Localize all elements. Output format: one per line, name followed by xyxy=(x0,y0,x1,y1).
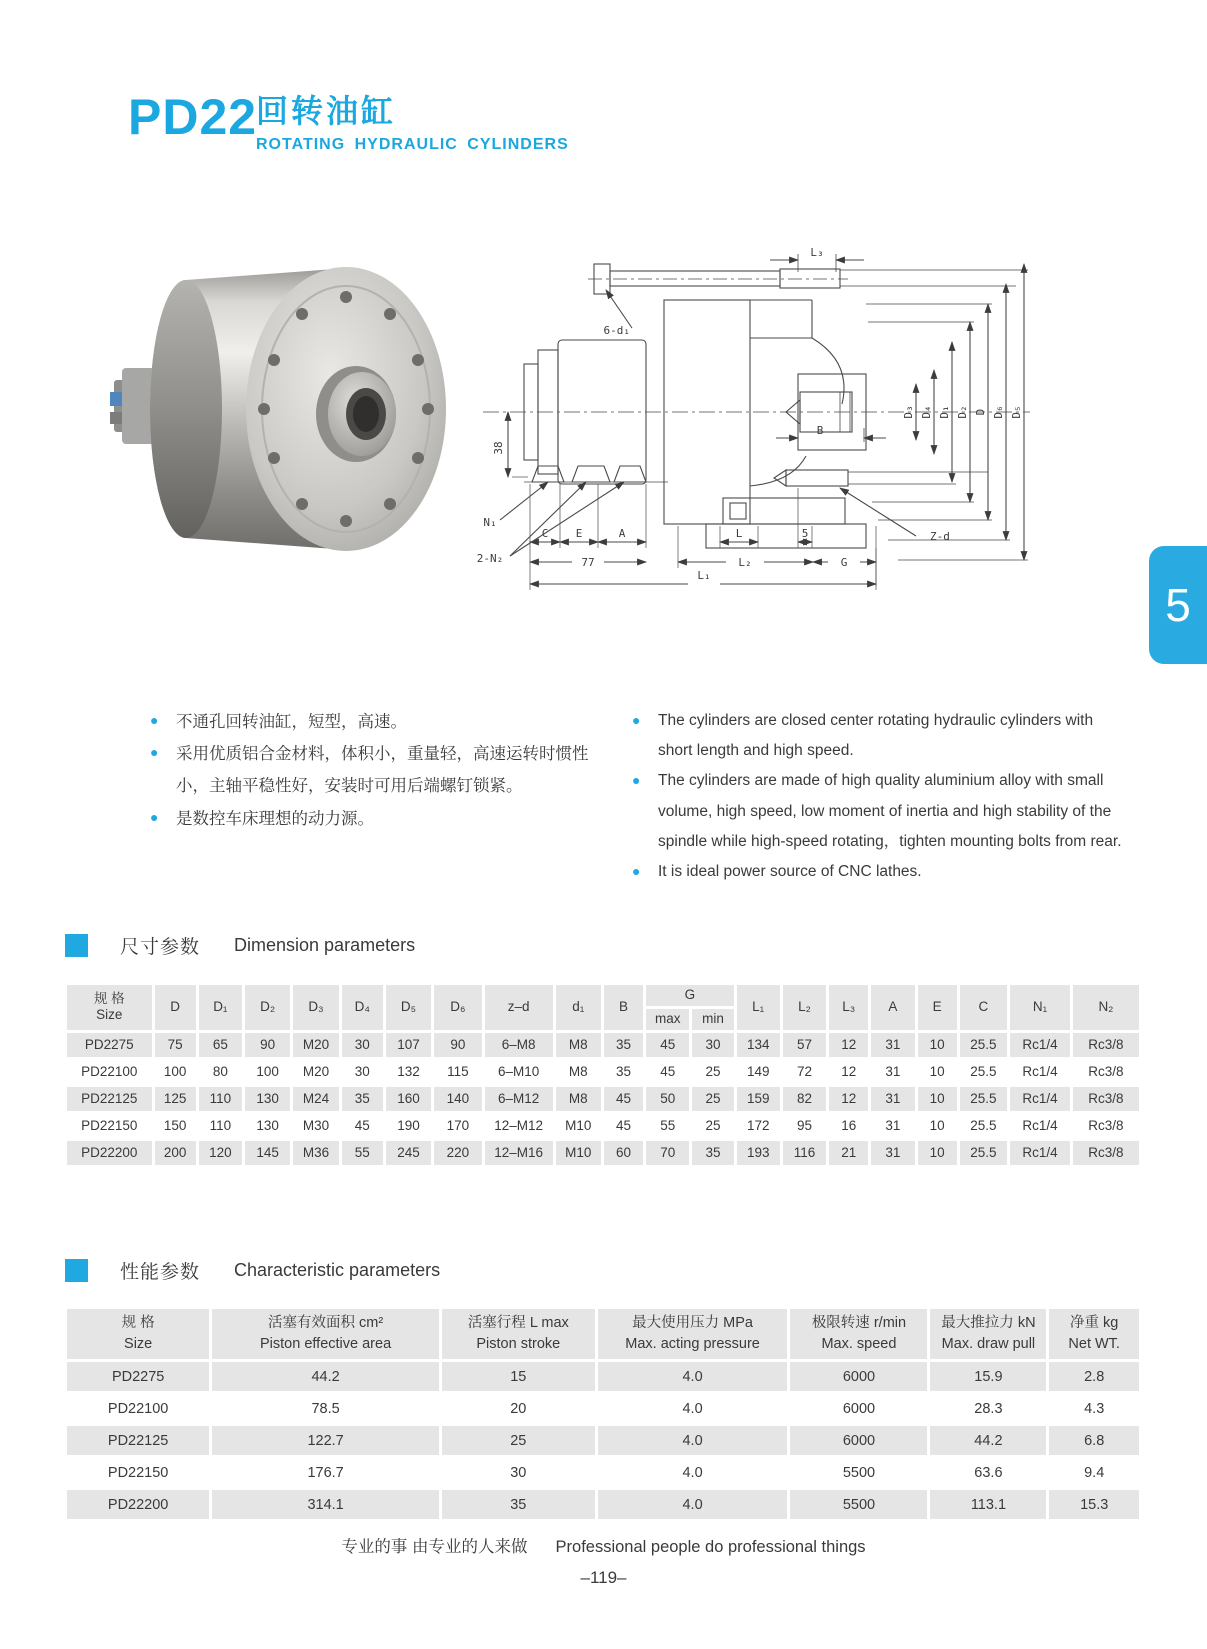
table-cell: PD22125 xyxy=(67,1426,209,1455)
table-cell: 132 xyxy=(386,1060,431,1084)
table-cell: 25 xyxy=(692,1114,733,1138)
column-header: z–d xyxy=(485,985,553,1030)
column-header: D₆ xyxy=(434,985,481,1030)
table-cell: 6–M8 xyxy=(485,1033,553,1057)
chapter-tab: 5 xyxy=(1149,546,1207,664)
dim-label-6d1: 6-d₁ xyxy=(603,324,630,337)
dim-label-l1: L₁ xyxy=(697,569,711,582)
table-cell: Rc1/4 xyxy=(1010,1033,1070,1057)
table-cell: M8 xyxy=(556,1087,601,1111)
dim-label-g: G xyxy=(840,556,848,569)
table-cell: M8 xyxy=(556,1033,601,1057)
table-cell: 57 xyxy=(783,1033,826,1057)
table-cell: 90 xyxy=(434,1033,481,1057)
dim-label-n2: 2-N₂ xyxy=(476,552,504,565)
column-header-gmin: min xyxy=(692,1009,733,1030)
bullet-dot-icon: ● xyxy=(632,863,641,880)
table-cell: M20 xyxy=(293,1033,338,1057)
dimension-table xyxy=(64,982,1142,1168)
dim-label-D3: D₃ xyxy=(902,405,915,419)
table-row xyxy=(67,1033,1139,1057)
table-cell: M24 xyxy=(293,1087,338,1111)
feature-list-en xyxy=(632,706,1126,887)
table-row xyxy=(67,1141,1139,1165)
table-row xyxy=(67,1060,1139,1084)
page-title xyxy=(256,86,569,154)
table-cell: 15.9 xyxy=(930,1362,1046,1391)
table-cell: 25.5 xyxy=(960,1114,1007,1138)
feature-item: ● 采用优质铝合金材料，体积小，重量轻，高速运转时惯性小，主轴平稳性好，安装时可用后端螺钉锁紧。 xyxy=(150,738,612,802)
table-cell: 35 xyxy=(342,1087,383,1111)
table-cell: 10 xyxy=(918,1141,957,1165)
table-cell: 140 xyxy=(434,1087,481,1111)
table-cell: 65 xyxy=(199,1033,242,1057)
table-cell: 31 xyxy=(871,1114,914,1138)
table-row xyxy=(67,1394,1139,1423)
table-cell: 10 xyxy=(918,1087,957,1111)
table-cell: 45 xyxy=(342,1114,383,1138)
table-cell: PD22100 xyxy=(67,1394,209,1423)
table-cell: 16 xyxy=(829,1114,868,1138)
dim-label-D4: D₄ xyxy=(920,405,933,419)
column-header: D₁ xyxy=(199,985,242,1030)
technical-drawing xyxy=(468,242,1068,634)
table-cell: 10 xyxy=(918,1033,957,1057)
table-cell: M10 xyxy=(556,1141,601,1165)
dim-label-l2: L₂ xyxy=(738,556,752,569)
feature-list-cn xyxy=(150,706,612,835)
table-cell: 4.0 xyxy=(598,1362,788,1391)
table-cell: 130 xyxy=(245,1087,290,1111)
bullet-dot-icon: ● xyxy=(150,808,159,825)
table-cell: 45 xyxy=(604,1114,643,1138)
table-cell: 75 xyxy=(155,1033,196,1057)
dimension-section-title: 尺寸参数 Dimension parameters xyxy=(65,932,415,959)
table-cell: 30 xyxy=(342,1060,383,1084)
column-header: D₅ xyxy=(386,985,431,1030)
table-cell: 149 xyxy=(737,1060,780,1084)
table-cell: M10 xyxy=(556,1114,601,1138)
footer-slogan: 专业的事 由专业的人来做 Professional people do professional things xyxy=(341,1538,866,1556)
table-cell: Rc1/4 xyxy=(1010,1087,1070,1111)
table-cell: 95 xyxy=(783,1114,826,1138)
table-cell: 4.0 xyxy=(598,1394,788,1423)
table-cell: 25 xyxy=(692,1087,733,1111)
column-header-size: 规 格 Size xyxy=(67,985,152,1030)
table-cell: 63.6 xyxy=(930,1458,1046,1487)
product-model: PD22 xyxy=(128,89,258,145)
bullet-dot-icon: ● xyxy=(632,772,641,789)
table-cell: 4.0 xyxy=(598,1426,788,1455)
table-cell: 4.0 xyxy=(598,1458,788,1487)
table-cell: Rc1/4 xyxy=(1010,1060,1070,1084)
column-header: 净重 kg Net WT. xyxy=(1049,1309,1139,1359)
table-cell: 72 xyxy=(783,1060,826,1084)
table-cell: PD2275 xyxy=(67,1362,209,1391)
table-cell: 160 xyxy=(386,1087,431,1111)
table-cell: 25.5 xyxy=(960,1033,1007,1057)
column-header: A xyxy=(871,985,914,1030)
table-cell: 30 xyxy=(442,1458,595,1487)
table-row xyxy=(67,1362,1139,1391)
table-cell: 113.1 xyxy=(930,1490,1046,1519)
characteristic-table xyxy=(64,1306,1142,1522)
dim-label-D1: D₁ xyxy=(938,405,951,419)
table-cell: 115 xyxy=(434,1060,481,1084)
feature-item: ● 不通孔回转油缸，短型，高速。 xyxy=(150,706,612,738)
table-cell: 30 xyxy=(692,1033,733,1057)
dim-label-D5: D₅ xyxy=(1010,405,1023,419)
table-cell: 25.5 xyxy=(960,1087,1007,1111)
column-header-gmax: max xyxy=(646,1009,689,1030)
table-cell: PD22150 xyxy=(67,1458,209,1487)
table-cell: 172 xyxy=(737,1114,780,1138)
table-cell: 107 xyxy=(386,1033,431,1057)
column-header: N₂ xyxy=(1073,985,1139,1030)
column-header: E xyxy=(918,985,957,1030)
dim-label-e: E xyxy=(575,527,583,540)
table-cell: 10 xyxy=(918,1114,957,1138)
dim-label-b: B xyxy=(816,424,824,437)
dim-label-77: 77 xyxy=(581,556,595,569)
table-cell: 159 xyxy=(737,1087,780,1111)
column-header: d₁ xyxy=(556,985,601,1030)
table-cell: 31 xyxy=(871,1087,914,1111)
column-header: 极限转速 r/min Max. speed xyxy=(790,1309,927,1359)
table-cell: 12–M12 xyxy=(485,1114,553,1138)
table-cell: PD22150 xyxy=(67,1114,152,1138)
table-cell: 120 xyxy=(199,1141,242,1165)
table-cell: 193 xyxy=(737,1141,780,1165)
table-cell: 78.5 xyxy=(212,1394,439,1423)
table-cell: 80 xyxy=(199,1060,242,1084)
table-cell: 44.2 xyxy=(930,1426,1046,1455)
table-cell: 12 xyxy=(829,1033,868,1057)
feature-item: ● 是数控车床理想的动力源。 xyxy=(150,803,612,835)
table-cell: 100 xyxy=(245,1060,290,1084)
table-cell: Rc3/8 xyxy=(1073,1087,1139,1111)
table-cell: 245 xyxy=(386,1141,431,1165)
feature-item: ● The cylinders are made of high quality aluminium alloy with small volume, high speed, low moment of inertia and high stability of the spindle while high-speed rotating，tighten mounting bolts from rear. xyxy=(632,766,1126,857)
table-cell: 25.5 xyxy=(960,1141,1007,1165)
dim-label-c: C xyxy=(541,527,549,540)
table-cell: 82 xyxy=(783,1087,826,1111)
column-header: 规 格 Size xyxy=(67,1309,209,1359)
feature-item: ● The cylinders are closed center rotating hydraulic cylinders with short length and high speed. xyxy=(632,706,1126,766)
title-chinese: 回转油缸 xyxy=(256,93,397,129)
table-cell: 30 xyxy=(342,1033,383,1057)
table-cell: 5500 xyxy=(790,1490,927,1519)
dim-label-l3: L₃ xyxy=(810,246,824,259)
table-cell: 55 xyxy=(646,1114,689,1138)
table-cell: 2.8 xyxy=(1049,1362,1139,1391)
table-cell: 6000 xyxy=(790,1362,927,1391)
column-header: L₁ xyxy=(737,985,780,1030)
table-cell: 6–M10 xyxy=(485,1060,553,1084)
table-cell: PD22100 xyxy=(67,1060,152,1084)
table-cell: 50 xyxy=(646,1087,689,1111)
table-cell: 10 xyxy=(918,1060,957,1084)
characteristic-section-title: 性能参数 Characteristic parameters xyxy=(65,1257,440,1284)
table-cell: M36 xyxy=(293,1141,338,1165)
table-row xyxy=(67,1426,1139,1455)
column-header: N₁ xyxy=(1010,985,1070,1030)
table-cell: 90 xyxy=(245,1033,290,1057)
column-header: D₄ xyxy=(342,985,383,1030)
table-cell: M30 xyxy=(293,1114,338,1138)
table-row xyxy=(67,1087,1139,1111)
table-cell: 35 xyxy=(604,1033,643,1057)
table-cell: M20 xyxy=(293,1060,338,1084)
table-cell: 31 xyxy=(871,1033,914,1057)
table-cell: 60 xyxy=(604,1141,643,1165)
table-cell: 134 xyxy=(737,1033,780,1057)
table-cell: 145 xyxy=(245,1141,290,1165)
page-number: –119– xyxy=(580,1568,627,1587)
table-cell: 28.3 xyxy=(930,1394,1046,1423)
table-cell: 21 xyxy=(829,1141,868,1165)
dim-label-D: D xyxy=(974,408,987,416)
title-english: ROTATING HYDRAULIC CYLINDERS xyxy=(256,136,569,153)
dim-label-l: L xyxy=(735,527,743,540)
table-cell: 200 xyxy=(155,1141,196,1165)
table-cell: 45 xyxy=(604,1087,643,1111)
table-cell: 6000 xyxy=(790,1426,927,1455)
table-cell: 45 xyxy=(646,1060,689,1084)
table-cell: 125 xyxy=(155,1087,196,1111)
dim-label-zd: Z-d xyxy=(930,530,950,543)
column-header: 最大使用压力 MPa Max. acting pressure xyxy=(598,1309,788,1359)
dim-label-D2: D₂ xyxy=(956,405,969,419)
table-cell: 45 xyxy=(646,1033,689,1057)
column-header: L₂ xyxy=(783,985,826,1030)
table-cell: 6.8 xyxy=(1049,1426,1139,1455)
table-cell: M8 xyxy=(556,1060,601,1084)
table-cell: 176.7 xyxy=(212,1458,439,1487)
table-cell: PD22125 xyxy=(67,1087,152,1111)
table-cell: Rc1/4 xyxy=(1010,1114,1070,1138)
table-cell: 190 xyxy=(386,1114,431,1138)
table-cell: Rc3/8 xyxy=(1073,1141,1139,1165)
column-header: D xyxy=(155,985,196,1030)
table-cell: 12–M16 xyxy=(485,1141,553,1165)
table-row xyxy=(67,1490,1139,1519)
table-cell: 130 xyxy=(245,1114,290,1138)
feature-item: ● It is ideal power source of CNC lathes. xyxy=(632,857,1126,887)
table-cell: 100 xyxy=(155,1060,196,1084)
table-row xyxy=(67,1114,1139,1138)
table-cell: 44.2 xyxy=(212,1362,439,1391)
table-cell: 31 xyxy=(871,1060,914,1084)
column-header: L₃ xyxy=(829,985,868,1030)
column-header: C xyxy=(960,985,1007,1030)
table-cell: 4.3 xyxy=(1049,1394,1139,1423)
bullet-dot-icon: ● xyxy=(150,712,159,728)
product-photo xyxy=(98,242,448,577)
table-cell: 4.0 xyxy=(598,1490,788,1519)
table-cell: 35 xyxy=(442,1490,595,1519)
column-header: 最大推拉力 kN Max. draw pull xyxy=(930,1309,1046,1359)
section-square-icon xyxy=(65,934,88,957)
table-cell: 150 xyxy=(155,1114,196,1138)
column-header: 活塞行程 L max Piston stroke xyxy=(442,1309,595,1359)
table-cell: 5500 xyxy=(790,1458,927,1487)
dim-label-5: 5 xyxy=(801,527,809,540)
dim-label-D6: D₆ xyxy=(992,405,1005,419)
table-cell: 9.4 xyxy=(1049,1458,1139,1487)
dim-label-n1: N₁ xyxy=(483,516,497,529)
column-header: 活塞有效面积 cm² Piston effective area xyxy=(212,1309,439,1359)
table-cell: Rc3/8 xyxy=(1073,1060,1139,1084)
table-cell: 12 xyxy=(829,1087,868,1111)
table-cell: 20 xyxy=(442,1394,595,1423)
table-cell: 110 xyxy=(199,1114,242,1138)
table-cell: 35 xyxy=(604,1060,643,1084)
table-cell: 6000 xyxy=(790,1394,927,1423)
bullet-dot-icon: ● xyxy=(632,712,641,728)
table-cell: 6–M12 xyxy=(485,1087,553,1111)
dim-label-38: 38 xyxy=(492,441,505,455)
dim-label-a: A xyxy=(618,527,626,540)
column-header: B xyxy=(604,985,643,1030)
table-cell: 15 xyxy=(442,1362,595,1391)
column-header: D₃ xyxy=(293,985,338,1030)
section-square-icon xyxy=(65,1259,88,1282)
table-cell: PD22200 xyxy=(67,1490,209,1519)
table-cell: 25 xyxy=(692,1060,733,1084)
table-row xyxy=(67,1458,1139,1487)
table-cell: Rc3/8 xyxy=(1073,1033,1139,1057)
table-cell: 25.5 xyxy=(960,1060,1007,1084)
table-cell: 55 xyxy=(342,1141,383,1165)
table-cell: 70 xyxy=(646,1141,689,1165)
table-cell: 12 xyxy=(829,1060,868,1084)
table-cell: Rc3/8 xyxy=(1073,1114,1139,1138)
table-cell: 110 xyxy=(199,1087,242,1111)
table-cell: 122.7 xyxy=(212,1426,439,1455)
table-cell: 15.3 xyxy=(1049,1490,1139,1519)
column-header: D₂ xyxy=(245,985,290,1030)
table-cell: 116 xyxy=(783,1141,826,1165)
table-cell: PD2275 xyxy=(67,1033,152,1057)
table-cell: 314.1 xyxy=(212,1490,439,1519)
table-cell: Rc1/4 xyxy=(1010,1141,1070,1165)
table-cell: 220 xyxy=(434,1141,481,1165)
column-header-g: G xyxy=(646,985,733,1006)
table-cell: 35 xyxy=(692,1141,733,1165)
bullet-dot-icon: ● xyxy=(150,744,159,761)
table-cell: 31 xyxy=(871,1141,914,1165)
table-cell: 25 xyxy=(442,1426,595,1455)
table-cell: PD22200 xyxy=(67,1141,152,1165)
table-cell: 170 xyxy=(434,1114,481,1138)
